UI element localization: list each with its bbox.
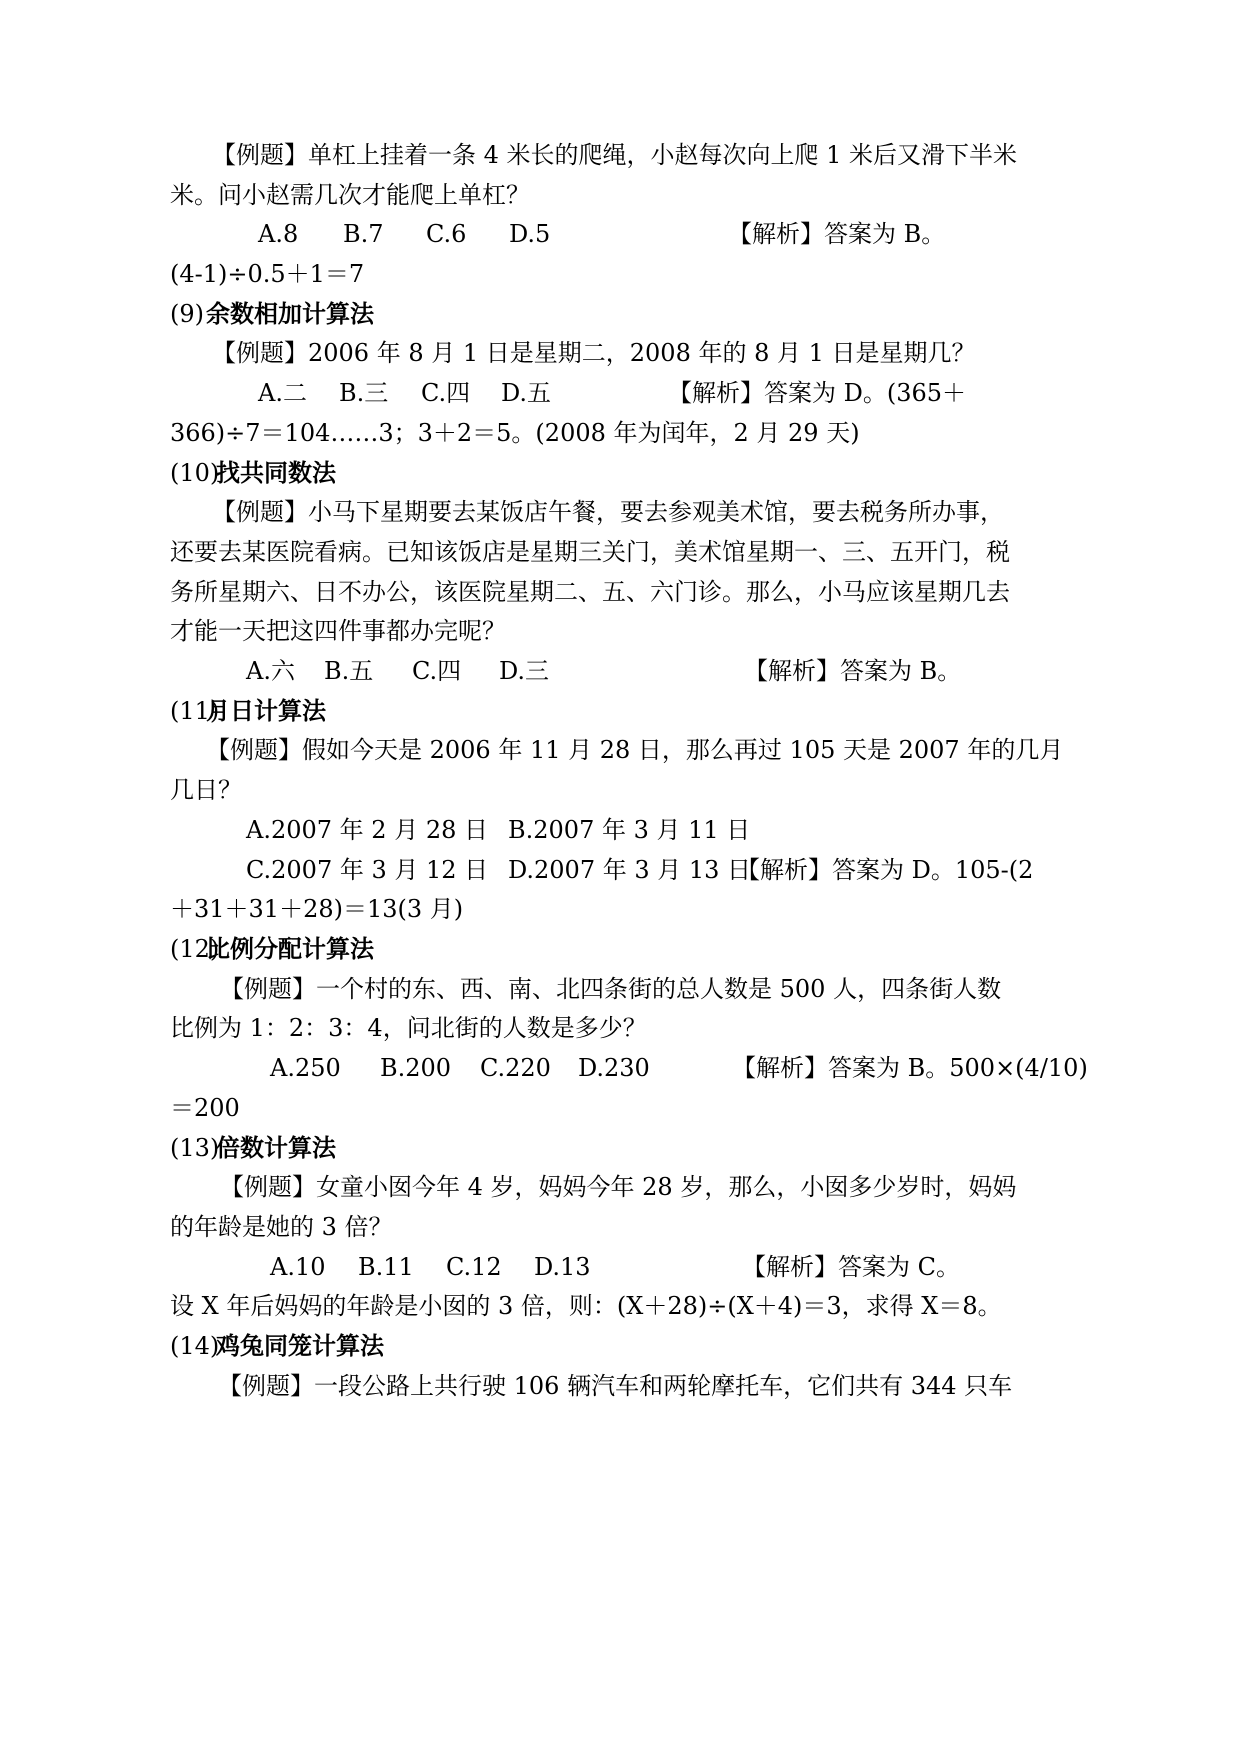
section-heading: 比例分配计算法 [206, 935, 374, 963]
example-text: 【例题】假如今天是 2006 年 11 月 28 日，那么再过 105 天是 2007 年的几月 [206, 736, 1064, 764]
option: A.10 [270, 1253, 326, 1281]
analysis-text: ＋31＋31＋28)＝13(3 月) [170, 895, 464, 923]
option: C.220 [480, 1054, 551, 1082]
section-number: (9) [170, 300, 204, 328]
option: D.5 [509, 220, 551, 248]
option: B.五 [324, 657, 374, 685]
section-heading: 找共同数法 [216, 459, 336, 487]
section-heading: 鸡兔同笼计算法 [216, 1332, 384, 1360]
option: A.250 [270, 1054, 341, 1082]
option: C.2007 年 3 月 12 日 [246, 856, 489, 884]
section-number: (10) [170, 459, 220, 487]
example-text: 比例为 1：2：3：4，问北街的人数是多少？ [170, 1014, 647, 1042]
analysis-text: 【解析】答案为 D。(365＋ [668, 379, 967, 407]
analysis-text: 【解析】答案为 C。 [742, 1253, 960, 1281]
option: A.二 [258, 379, 307, 407]
section-number: (14) [170, 1332, 220, 1360]
example-text: 【例题】单杠上挂着一条 4 米长的爬绳，小赵每次向上爬 1 米后又滑下半米 [212, 141, 1018, 169]
option: C.6 [426, 220, 467, 248]
example-text: 【例题】女童小囡今年 4 岁，妈妈今年 28 岁，那么，小囡多少岁时，妈妈 [220, 1173, 1017, 1201]
analysis-text: 【解析】答案为 B。 [744, 657, 962, 685]
option: D.五 [501, 379, 552, 407]
analysis-text: ＝200 [170, 1094, 240, 1122]
option: B.三 [339, 379, 389, 407]
option: B.11 [358, 1253, 414, 1281]
analysis-text: 【解析】答案为 B。500×(4/10) [732, 1054, 1088, 1082]
option: B.7 [343, 220, 384, 248]
example-text: 【例题】小马下星期要去某饭店午餐，要去参观美术馆，要去税务所办事， [212, 498, 1004, 526]
option: D.2007 年 3 月 13 日 [508, 856, 752, 884]
analysis-text: (4-1)÷0.5＋1＝7 [170, 260, 365, 288]
analysis-text: 【解析】答案为 B。 [728, 220, 946, 248]
analysis-text: 366)÷7＝104……3；3＋2＝5。(2008 年为闰年，2 月 29 天) [170, 419, 860, 447]
analysis-text: 设 X 年后妈妈的年龄是小囡的 3 倍，则：(X＋28)÷(X＋4)＝3，求得 X＝8。 [170, 1292, 1002, 1320]
option: B.200 [380, 1054, 452, 1082]
section-number: (11) [170, 697, 220, 725]
example-text: 务所星期六、日不办公，该医院星期二、五、六门诊。那么，小马应该星期几去 [170, 578, 1010, 606]
option: C.四 [412, 657, 462, 685]
option: A.六 [246, 657, 295, 685]
example-text: 【例题】一个村的东、西、南、北四条街的总人数是 500 人，四条街人数 [220, 975, 1002, 1003]
example-text: 才能一天把这四件事都办完呢？ [170, 617, 506, 645]
option: B.2007 年 3 月 11 日 [508, 816, 751, 844]
section-number: (12) [170, 935, 220, 963]
example-text: 米。问小赵需几次才能爬上单杠？ [170, 181, 530, 209]
option: A.8 [258, 220, 299, 248]
option: C.四 [421, 379, 471, 407]
option: A.2007 年 2 月 28 日 [246, 816, 488, 844]
section-heading: 余数相加计算法 [206, 300, 374, 328]
option: D.三 [499, 657, 550, 685]
section-number: (13) [170, 1134, 220, 1162]
example-text: 还要去某医院看病。已知该饭店是星期三关门，美术馆星期一、三、五开门，税 [170, 538, 1010, 566]
example-text: 几日？ [170, 776, 242, 804]
example-text: 的年龄是她的 3 倍？ [170, 1213, 393, 1241]
option: D.13 [534, 1253, 591, 1281]
option: D.230 [578, 1054, 650, 1082]
example-text: 【例题】一段公路上共行驶 106 辆汽车和两轮摩托车，它们共有 344 只车 [218, 1372, 1013, 1400]
section-heading: 月日计算法 [206, 697, 326, 725]
section-heading: 倍数计算法 [216, 1134, 336, 1162]
option: C.12 [446, 1253, 502, 1281]
analysis-text: 【解析】答案为 D。105-(2 [736, 856, 1034, 884]
example-text: 【例题】2006 年 8 月 1 日是星期二，2008 年的 8 月 1 日是星期几？ [212, 339, 976, 367]
